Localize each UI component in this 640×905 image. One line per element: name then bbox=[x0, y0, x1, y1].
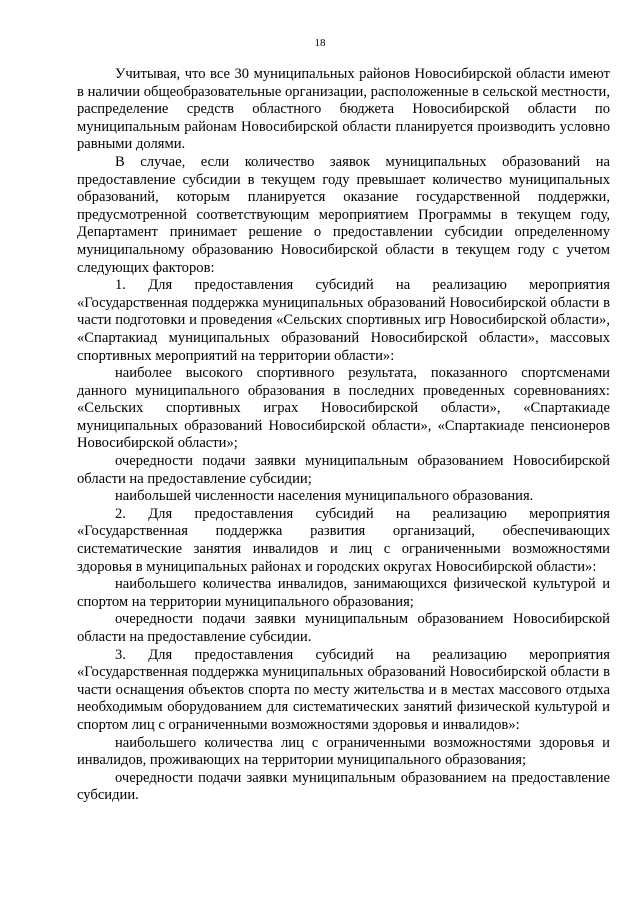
paragraph-item-2-factor-order: очередности подачи заявки муниципальным образованием Новосибирской области на предоставление субсидии. bbox=[77, 611, 610, 645]
paragraph-item-2: 2. Для предоставления субсидий на реализацию мероприятия «Государственная поддержка развития организаций, обеспечивающих систематические занятия инвалидов и лиц с ограниченными возможностями здоровья в муниципальных районах и городских округах Новосибирской области»: bbox=[77, 505, 610, 575]
paragraph-item-3: 3. Для предоставления субсидий на реализацию мероприятия «Государственная поддержка муниципальных образований Новосибирской области в части оснащения объектов спорта по месту жительства и в местах массового отдыха необходимым оборудованием для систематических занятий физической культурой и спортом лиц с ограниченными возможностями здоровья и инвалидов»: bbox=[77, 646, 610, 733]
paragraph-item-2-factor-count: наибольшего количества инвалидов, занимающихся физической культурой и спортом на территории муниципального образования; bbox=[77, 576, 610, 610]
paragraph-item-1: 1. Для предоставления субсидий на реализацию мероприятия «Государственная поддержка муниципальных образований Новосибирской области в части подготовки и проведения «Сельских спортивных игр Новосибирской области», «Спартакиад муниципальных образований Новосибирской области», массовых спортивных мероприятий на территории области»: bbox=[77, 277, 610, 364]
paragraph-intro: Учитывая, что все 30 муниципальных районов Новосибирской области имеют в наличии общеобразовательные организации, расположенные в сельской местности, распределение средств областного бюджета Новосибирской области по муниципальным районам Новосибирской области планируется производить условно равными долями. bbox=[77, 66, 610, 153]
paragraph-item-3-factor-order: очередности подачи заявки муниципальным образованием на предоставление субсидии. bbox=[77, 769, 610, 804]
paragraph-item-1-factor-population: наибольшей численности населения муниципального образования. bbox=[115, 488, 534, 505]
paragraph-item-1-factor-order: очередности подачи заявки муниципальным образованием Новосибирской области на предоставление субсидии; bbox=[77, 453, 610, 487]
paragraph-item-1-factor-result: наиболее высокого спортивного результата, показанного спортсменами данного муниципального образования в последних проведенных соревнованиях: «Сельских спортивных играх Новосибирской области», «Спартакиаде муниципальных образований Новосибирской области», «Спартакиаде пенсионеров Новосибирской области»; bbox=[77, 365, 610, 452]
paragraph-item-3-factor-count: наибольшего количества лиц с ограниченными возможностями здоровья и инвалидов, проживающих на территории муниципального образования; bbox=[77, 734, 610, 769]
page-number: 18 bbox=[314, 37, 326, 49]
document-body bbox=[77, 66, 610, 805]
paragraph-conditions: В случае, если количество заявок муниципальных образований на предоставление субсидии в текущем году превышает количество муниципальных образований, которым планируется оказание государственной поддержки, предусмотренной соответствующим мероприятием Программы в текущем году, Департамент принимает решение о предоставлении субсидии определенному муниципальному образованию Новосибирской области в текущем году с учетом следующих факторов: bbox=[77, 153, 610, 276]
